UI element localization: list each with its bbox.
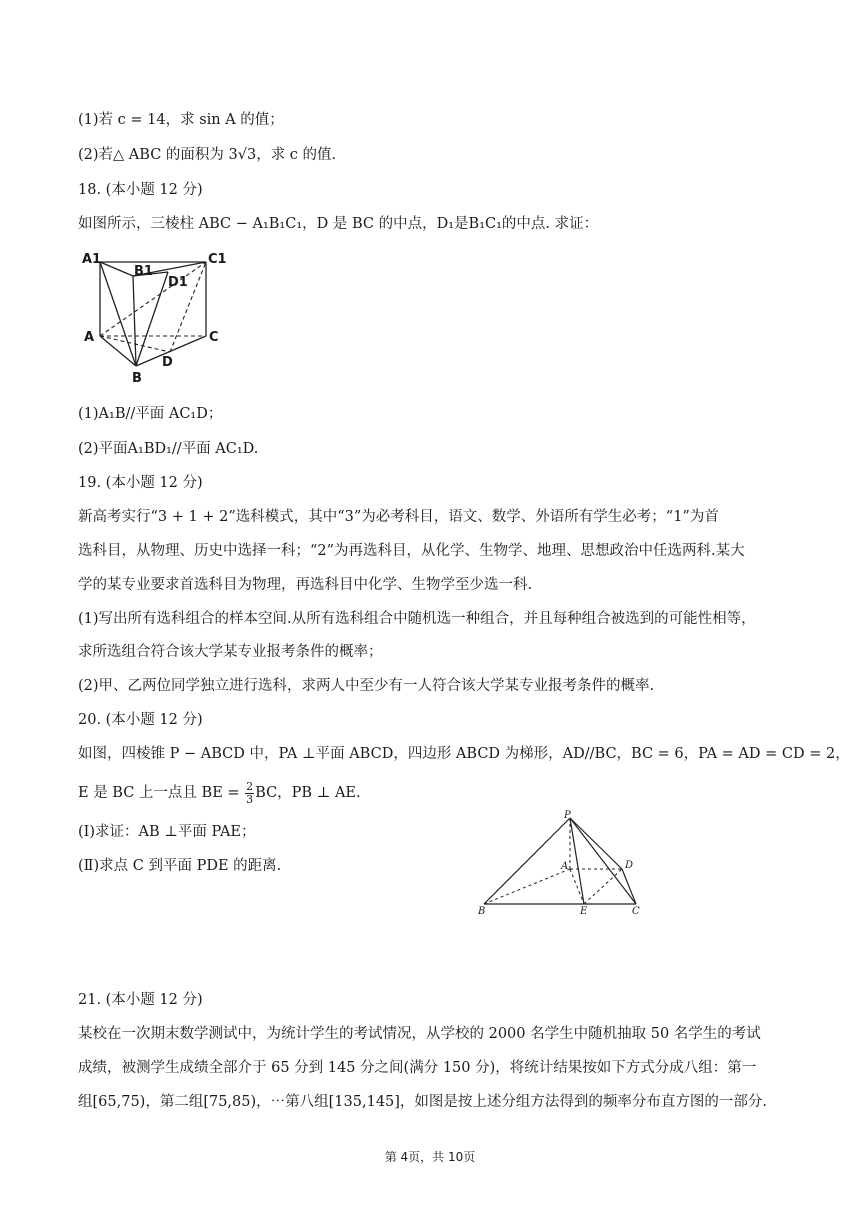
label-D: D bbox=[162, 355, 173, 370]
q18-intro: 如图所示，三棱柱 ABC − A₁B₁C₁，D 是 BC 的中点，D₁是B₁C₁的中点. 求证： bbox=[78, 216, 599, 232]
q20-part1: (Ⅰ)求证：AB ⊥平面 PAE； bbox=[78, 824, 256, 840]
q18-header: 18. (本小题 12 分) bbox=[78, 182, 203, 198]
q19-part1-line2: 求所选组合符合该大学某专业报考条件的概率； bbox=[78, 644, 383, 660]
q18-part1: (1)A₁B//平面 AC₁D； bbox=[78, 406, 223, 422]
fraction-denominator: 3 bbox=[246, 792, 254, 806]
q20-text-line1: 如图，四棱锥 P − ABCD 中，PA ⊥平面 ABCD，四边形 ABCD 为梯形，AD//BC，BC = 6，PA = AD = CD = 2， bbox=[78, 746, 850, 762]
q19-header: 19. (本小题 12 分) bbox=[78, 475, 203, 491]
fraction-numerator: 2 bbox=[246, 779, 254, 793]
q19-text-line3: 学的某专业要求首选科目为物理，再选科目中化学、生物学至少选一科. bbox=[78, 577, 533, 593]
q20-part2: (Ⅱ)求点 C 到平面 PDE 的距离. bbox=[78, 858, 282, 874]
q21-text-line3: 组[65,75)，第二组[75,85)，⋯第八组[135,145]，如图是按上述分组方法得到的频率分布直方图的一部分. bbox=[78, 1094, 768, 1110]
label-A: A bbox=[561, 861, 569, 872]
q19-part1-line1: (1)写出所有选科组合的样本空间.从所有选科组合中随机选一种组合，并且每种组合被选到的可能性相等， bbox=[78, 611, 756, 627]
q20-text-line2-b: BC，PB ⊥ AE. bbox=[255, 785, 361, 801]
page-footer: 第 4页，共 10页 bbox=[384, 1150, 476, 1164]
q17-part2: (2)若△ ABC 的面积为 3√3，求 c 的值. bbox=[78, 147, 337, 163]
q20-header: 20. (本小题 12 分) bbox=[78, 712, 203, 728]
label-D1: D1 bbox=[168, 275, 188, 290]
q17-part1: (1)若 c = 14，求 sin A 的值； bbox=[78, 112, 284, 128]
q21-header: 21. (本小题 12 分) bbox=[78, 992, 203, 1008]
label-E: E bbox=[580, 906, 588, 917]
label-A: A bbox=[84, 330, 95, 345]
label-B: B bbox=[478, 906, 486, 917]
q20-text-line2-a: E 是 BC 上一点且 BE = bbox=[78, 785, 245, 801]
q18-part2: (2)平面A₁BD₁//平面 AC₁D. bbox=[78, 441, 259, 457]
q20-text-line2 bbox=[78, 778, 783, 808]
q19-text-line1: 新高考实行“3 + 1 + 2”选科模式，其中“3”为必考科目，语文、数学、外语所有学生必考；“1”为首 bbox=[78, 509, 719, 525]
q19-text-line2: 选科目，从物理、历史中选择一科；“2”为再选科目，从化学、生物学、地理、思想政治中任选两科.某大 bbox=[78, 543, 745, 559]
label-A1: A1 bbox=[82, 252, 102, 267]
label-C1: C1 bbox=[208, 252, 227, 267]
label-C: C bbox=[632, 906, 640, 917]
label-B1: B1 bbox=[134, 264, 153, 279]
q19-part2: (2)甲、乙两位同学独立进行选科，求两人中至少有一人符合该大学某专业报考条件的概率. bbox=[78, 678, 655, 694]
label-D: D bbox=[625, 860, 634, 871]
label-C: C bbox=[209, 330, 219, 345]
label-B: B bbox=[132, 371, 142, 386]
prism-figure bbox=[78, 248, 228, 388]
q21-text-line2: 成绩，被测学生成绩全部介于 65 分到 145 分之间(满分 150 分)，将统计结果按如下方式分成八组：第一 bbox=[78, 1060, 757, 1076]
label-P: P bbox=[564, 810, 571, 821]
pyramid-figure bbox=[472, 808, 652, 918]
q21-text-line1: 某校在一次期末数学测试中，为统计学生的考试情况，从学校的 2000 名学生中随机抽取 50 名学生的考试 bbox=[78, 1026, 761, 1042]
fraction-two-thirds bbox=[245, 781, 254, 806]
